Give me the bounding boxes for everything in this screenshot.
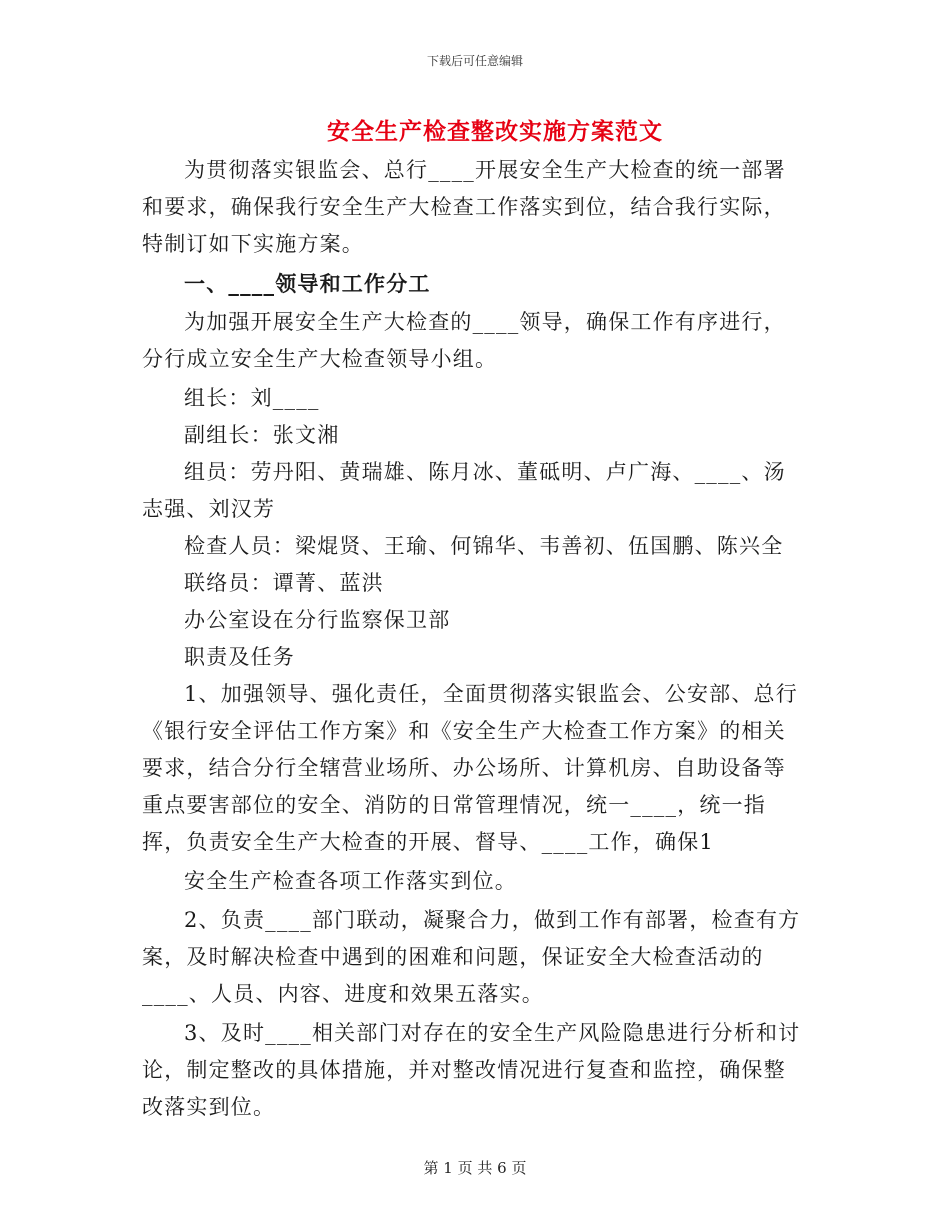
intro-paragraph: 为贯彻落实银监会、总行____开展安全生产大检查的统一部署和要求，确保我行安全生产大检查工作落实到位，结合我行实际，特制订如下实施方案。 [142, 158, 786, 256]
document-title: 安全生产检查整改实施方案范文 [327, 118, 663, 145]
page-footer: 第 1 页 共 6 页 [423, 1159, 527, 1177]
duties-heading: 职责及任务 [184, 645, 295, 669]
duty-item-2: 2、负责____部门联动，凝聚合力，做到工作有部署，检查有方案，及时解决检查中遇到的困难和问题，保证安全大检查活动的____、人员、内容、进度和效果五落实。 [142, 908, 801, 1006]
section-heading: 一、____领导和工作分工 [184, 271, 431, 296]
group-leader-line: 组长：刘____ [184, 386, 320, 410]
duty-item-1: 1、加强领导、强化责任，全面贯彻落实银监会、公安部、总行《银行安全评估工作方案》和《安全生产大检查工作方案》的相关要求，结合分行全辖营业场所、办公场所、计算机房、自助设备等重点要害部位的安全、消防的日常管理情况，统一____，统一指挥，负责安全生产大检查的开展、督导、____工作，确保1 [142, 682, 798, 854]
duty-item-3: 3、及时____相关部门对存在的安全生产风险隐患进行分析和讨论，制定整改的具体措施，并对整改情况进行复查和监控，确保整改落实到位。 [142, 1021, 801, 1119]
document-body [142, 152, 802, 1126]
inspectors-line: 检查人员：梁焜贤、王瑜、何锦华、韦善初、伍国鹏、陈兴全 [184, 534, 784, 558]
paragraph: 为加强开展安全生产大检查的____领导，确保工作有序进行，分行成立安全生产大检查领导小组。 [142, 310, 786, 371]
duty-item-1-continued: 安全生产检查各项工作落实到位。 [184, 869, 517, 893]
liaison-line: 联络员：谭菁、蓝洪 [184, 571, 384, 595]
office-line: 办公室设在分行监察保卫部 [184, 608, 451, 632]
members-line: 组员：劳丹阳、黄瑞雄、陈月冰、董砥明、卢广海、____、汤志强、刘汉芳 [142, 460, 786, 521]
header-note: 下载后可任意编辑 [426, 54, 523, 68]
deputy-leader-line: 副组长：张文湘 [184, 423, 340, 447]
